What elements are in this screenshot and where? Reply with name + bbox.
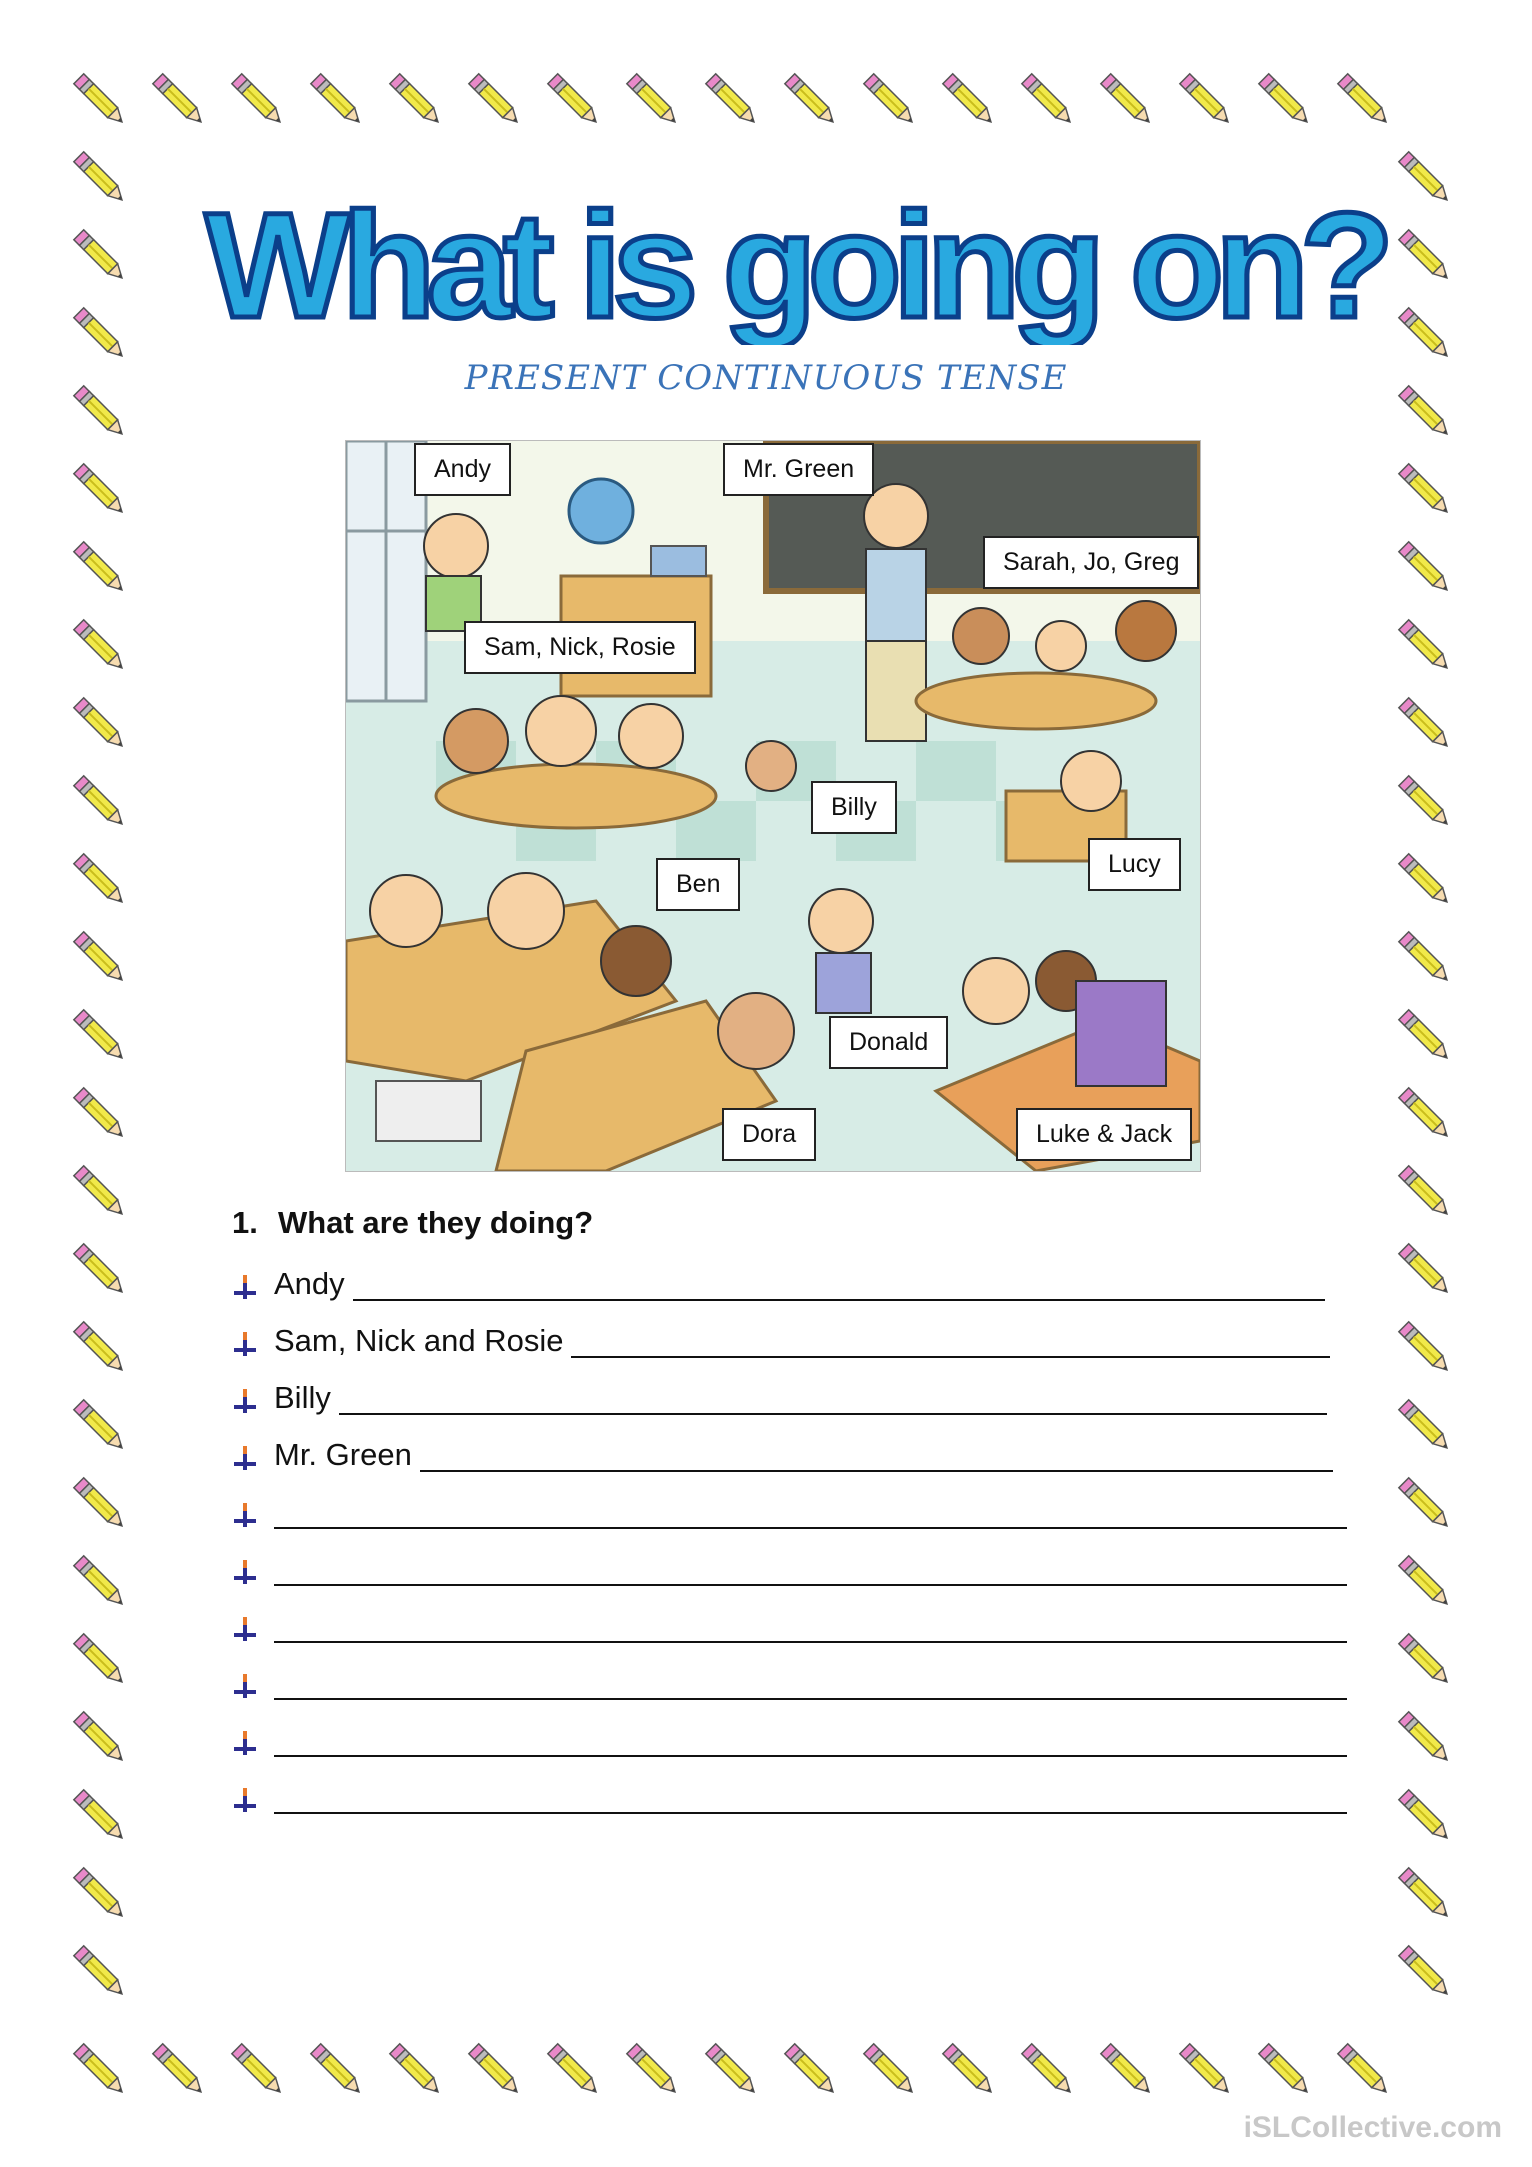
pencil-icon (311, 74, 364, 127)
pencil-icon (390, 74, 443, 127)
answer-line[interactable] (339, 1383, 1327, 1415)
label-billy: Billy (811, 781, 897, 834)
pencil-icon (1399, 1712, 1452, 1765)
question-text: What are they doing? (278, 1205, 594, 1240)
pencil-icon (1180, 74, 1233, 127)
pencil-icon (943, 74, 996, 127)
pencil-icon (1399, 1244, 1452, 1297)
pencil-icon (1399, 620, 1452, 673)
plus-bullet-icon (230, 1613, 260, 1643)
pencil-icon (1399, 542, 1452, 595)
bullet-icon (230, 1385, 260, 1415)
pencil-icon (74, 1868, 127, 1921)
pencil-icon (627, 2044, 680, 2097)
bullet-icon (230, 1271, 260, 1301)
answer-name: Sam, Nick and Rosie (274, 1323, 564, 1358)
plus-bullet-icon (230, 1442, 260, 1472)
pencil-icon (1399, 854, 1452, 907)
plus-bullet-icon (230, 1784, 260, 1814)
pencil-icon (1399, 464, 1452, 517)
plus-bullet-icon (230, 1499, 260, 1529)
pencil-icon (785, 2044, 838, 2097)
pencil-icon (1399, 1634, 1452, 1687)
answer-line[interactable] (274, 1554, 1347, 1586)
pencil-icon (74, 1400, 127, 1453)
pencil-icon (74, 1478, 127, 1531)
pencil-icon (74, 1088, 127, 1141)
bullet-icon (230, 1613, 260, 1643)
pencil-icon (548, 74, 601, 127)
label-mr-green: Mr. Green (723, 443, 874, 496)
pencil-icon (1338, 2044, 1391, 2097)
pencil-icon (548, 2044, 601, 2097)
pencil-icon (1399, 1478, 1452, 1531)
answer-row (230, 1599, 1347, 1643)
label-sarah-jo-greg: Sarah, Jo, Greg (983, 536, 1199, 589)
pencil-icon (74, 698, 127, 751)
label-donald: Donald (829, 1016, 948, 1069)
pencil-icon (74, 932, 127, 985)
pencil-icon (74, 1244, 127, 1297)
pencil-icon (311, 2044, 364, 2097)
pencil-icon (1399, 1868, 1452, 1921)
worksheet-title (180, 185, 1410, 345)
answer-line[interactable] (274, 1725, 1347, 1757)
pencil-icon (74, 1790, 127, 1843)
pencil-icon (1022, 2044, 1075, 2097)
answer-name: Billy (274, 1380, 331, 1415)
bullet-icon (230, 1727, 260, 1757)
bullet-icon (230, 1499, 260, 1529)
pencil-icon (74, 1634, 127, 1687)
plus-bullet-icon (230, 1271, 260, 1301)
pencil-icon (1101, 74, 1154, 127)
pencil-icon (74, 1712, 127, 1765)
pencil-icon (74, 230, 127, 283)
pencil-icon (232, 74, 285, 127)
pencil-icon (74, 1166, 127, 1219)
pencil-icon (1399, 1088, 1452, 1141)
answer-line[interactable] (274, 1668, 1347, 1700)
answer-line[interactable] (571, 1326, 1330, 1358)
watermark: iSLCollective.com (1243, 2111, 1502, 2144)
answer-line[interactable] (353, 1269, 1325, 1301)
answer-row (230, 1257, 1325, 1301)
pencil-icon (74, 542, 127, 595)
answer-name: Mr. Green (274, 1437, 412, 1472)
pencil-icon (1259, 74, 1312, 127)
bullet-icon (230, 1784, 260, 1814)
pencil-icon (1180, 2044, 1233, 2097)
plus-bullet-icon (230, 1670, 260, 1700)
bullet-icon (230, 1442, 260, 1472)
pencil-icon (469, 74, 522, 127)
plus-bullet-icon (230, 1328, 260, 1358)
answer-row (230, 1542, 1347, 1586)
pencil-icon (1338, 74, 1391, 127)
classroom-picture (345, 440, 1201, 1172)
pencil-icon (74, 2044, 127, 2097)
answer-row (230, 1770, 1347, 1814)
pencil-icon (1399, 698, 1452, 751)
pencil-icon (74, 1556, 127, 1609)
pencil-icon (1399, 1946, 1452, 1999)
pencil-icon (74, 1010, 127, 1063)
label-andy: Andy (414, 443, 511, 496)
bullet-icon (230, 1328, 260, 1358)
answer-line[interactable] (420, 1440, 1333, 1472)
pencil-icon (74, 1946, 127, 1999)
pencil-icon (153, 2044, 206, 2097)
answer-line[interactable] (274, 1782, 1347, 1814)
pencil-icon (1259, 2044, 1312, 2097)
answer-line[interactable] (274, 1611, 1347, 1643)
pencil-icon (1399, 932, 1452, 985)
pencil-icon (1022, 74, 1075, 127)
answer-row (230, 1656, 1347, 1700)
pencil-icon (1399, 1556, 1452, 1609)
pencil-icon (390, 2044, 443, 2097)
answer-row (230, 1428, 1333, 1472)
pencil-icon (232, 2044, 285, 2097)
pencil-icon (1399, 1400, 1452, 1453)
label-sam-nick-rosie: Sam, Nick, Rosie (464, 621, 696, 674)
bullet-icon (230, 1670, 260, 1700)
pencil-icon (627, 74, 680, 127)
pencil-icon (1399, 1322, 1452, 1375)
title-text: What is going on? (205, 185, 1386, 345)
question-number: 1. (232, 1205, 258, 1240)
bullet-icon (230, 1556, 260, 1586)
plus-bullet-icon (230, 1385, 260, 1415)
answer-line[interactable] (274, 1497, 1347, 1529)
plus-bullet-icon (230, 1727, 260, 1757)
subtitle: PRESENT CONTINUOUS TENSE (464, 358, 1068, 398)
pencil-icon (864, 74, 917, 127)
label-lucy: Lucy (1088, 838, 1181, 891)
pencil-icon (74, 854, 127, 907)
answer-name: Andy (274, 1266, 345, 1301)
pencil-icon (74, 620, 127, 673)
pencil-icon (469, 2044, 522, 2097)
pencil-icon (785, 74, 838, 127)
pencil-icon (1399, 776, 1452, 829)
answer-row (230, 1485, 1347, 1529)
answer-row (230, 1314, 1330, 1358)
pencil-icon (74, 74, 127, 127)
pencil-icon (74, 152, 127, 205)
pencil-icon (943, 2044, 996, 2097)
pencil-icon (1399, 1790, 1452, 1843)
pencil-icon (74, 776, 127, 829)
pencil-icon (706, 2044, 759, 2097)
answer-row (230, 1371, 1327, 1415)
label-ben: Ben (656, 858, 740, 911)
pencil-icon (74, 308, 127, 361)
pencil-icon (74, 1322, 127, 1375)
plus-bullet-icon (230, 1556, 260, 1586)
label-luke-jack: Luke & Jack (1016, 1108, 1192, 1161)
pencil-icon (1101, 2044, 1154, 2097)
pencil-icon (1399, 1166, 1452, 1219)
pencil-icon (153, 74, 206, 127)
pencil-icon (74, 464, 127, 517)
question-heading (232, 1205, 593, 1241)
pencil-icon (1399, 1010, 1452, 1063)
pencil-icon (864, 2044, 917, 2097)
pencil-icon (706, 74, 759, 127)
answer-row (230, 1713, 1347, 1757)
label-dora: Dora (722, 1108, 816, 1161)
